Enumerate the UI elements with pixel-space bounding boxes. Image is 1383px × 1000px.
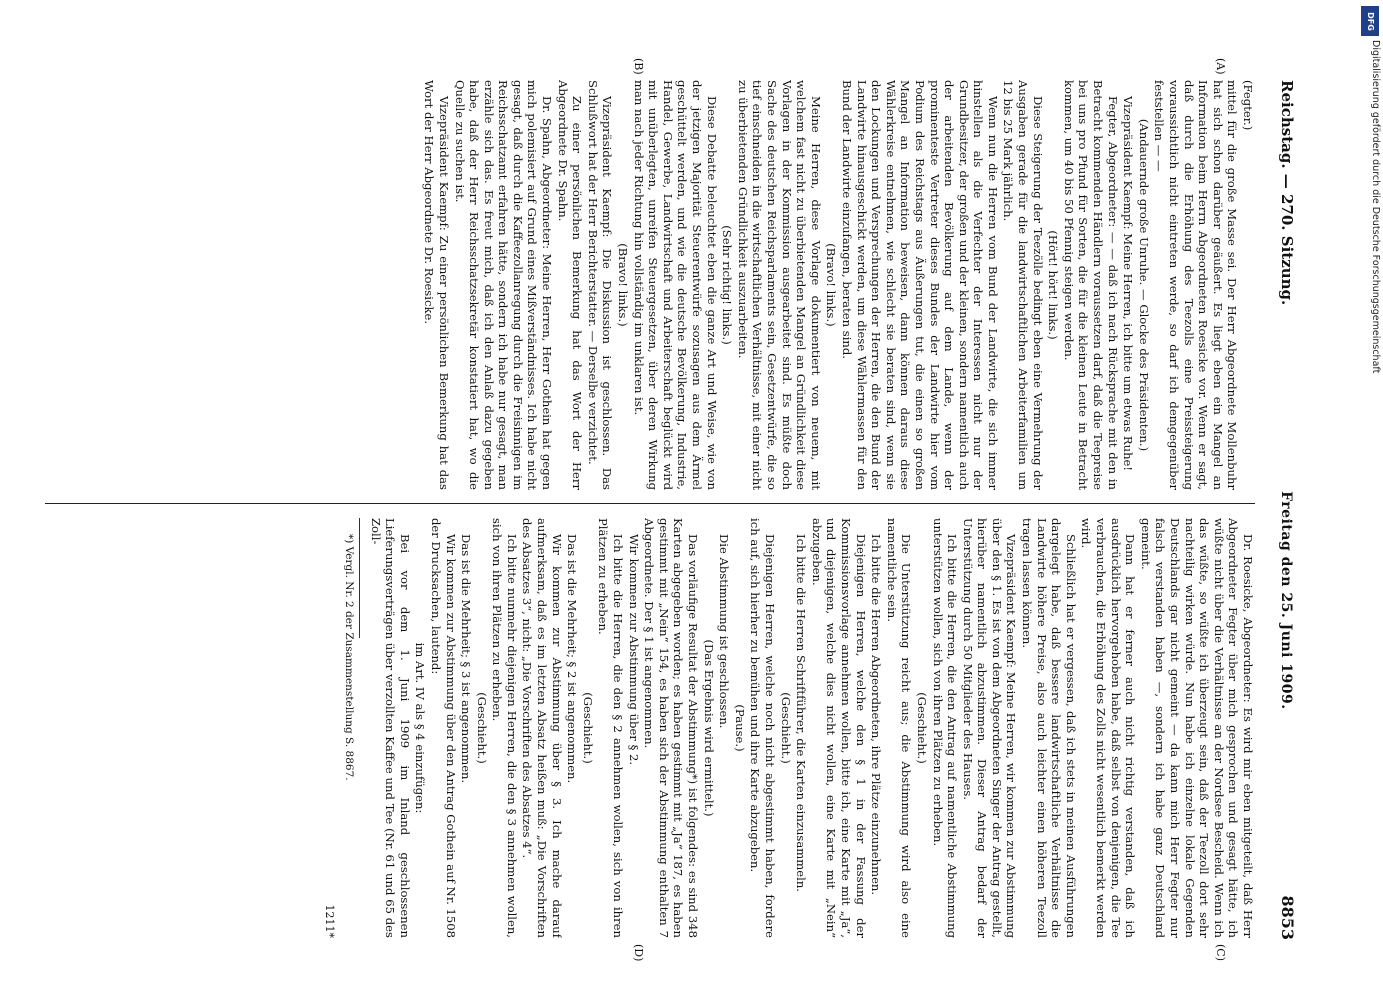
dfg-logo-text: DFG [1365,11,1375,31]
paragraph: Diejenigen Herren, welche den § 1 in der Fassung der Kommissionsvorlage annehmen wollen, bitte ich, eine Karte mit „Ja“, und diejenigen, welche dies nicht wollen, eine Karte mit „Nein“ abzugeben. [809,518,868,938]
paragraph: Schließlich hat er vergessen, daß ich stets in meinen Ausführungen dargelegt habe, daß bessere landwirtschaftliche Verhältnisse die Landwirte höhere Preise, also auch leichter einen höheren Teezoll tragen lassen können. [1020,518,1078,938]
paragraph: (Fegter.) [1241,80,1255,131]
paragraph: (Andauernde große Unruhe. — Glocke des Präsidenten.) [1136,118,1151,452]
left-column [45,80,1255,490]
paragraph: Ich bitte nunmehr diejenigen Herren, die den § 3 annehmen wollen, sich von ihren Plätzen zu erheben. [490,518,519,938]
paragraph: Ich bitte die Herren Schriftführer, die Karten einzusammeln. [794,534,809,892]
scanned-page [5,0,1325,1000]
paragraph: Die Abstimmung ist geschlossen. [717,534,732,729]
page-number: 8853 [1278,895,1297,940]
margin-mark-d: (D) [632,944,645,962]
paragraph: Das vorläufige Resultat der Abstimmung*) ist folgendes: es sind 348 Karten abgegeben worden; es haben gestimmt mit „Ja“ 187, es haben gestimmt mit „Nein“ 154, es haben sich der Abstimmung enthalten 7 Abgeordnete. Der § 1 ist angenommen. [642,518,701,938]
paragraph: (Sehr richtig! links.) [720,225,735,345]
paragraph: Das ist die Mehrheit; § 2 ist angenommen. [565,534,580,784]
right-column [45,518,1255,938]
header-date: Freitag den 25. Juni 1909. [1278,491,1294,710]
footnote: *) Vergl. Nr. 2 der Zusammenstellung S. 8867. [342,534,355,781]
paragraph: Vizepräsident Kaempf: Die Diskussion ist geschlossen. Das Schlußwort hat der Herr Berichterstatter. — Derselbe verzichtet. [585,80,615,490]
paragraph: Meine Herren, diese Vorlage dokumentiert von neuem, mit welchem fast nicht zu überbietenden Mangel an Gründlichkeit diese Vorlagen in der Kommission ausgearbeitet sind. Es müßte doch Sache des deutschen Reichsparlaments sein, Gesetzentwürfe, die so tief einschneiden in die wirtschaftlichen Verhältnisse, mit einer nicht zu überbietenden Gründlichkeit auszuarbeiten. [735,80,823,490]
header-left: Reichstag. — 270. Sitzung. [1278,80,1296,306]
margin-mark-b: (B) [632,58,645,75]
paragraph: Wir kommen zur Abstimmung über den Antrag Gothein auf Nr. 1508 der Drucksachen, lautend: [428,518,458,938]
paragraph: Ich bitte die Herren, die den § 2 annehmen wollen, sich von ihren Plätzen zu erheben. [596,518,626,938]
paragraph: Wenn nun die Herren vom Bund der Landwirte, die sich immer hinstellen als die Verfechter der Interessen nicht nur der Grundbesitzer, der großen und der kleinen, sondern namentlich auch der arbeitenden Bevölkerung auf dem Lande, wenn der prominenteste Vertreter dieses Bundes der Landwirte hier vom Podium des Reichstags aus Äußerungen tut, die einen so großen Mangel an Information beweisen, dann können daraus diese Wählerkreise entnehmen, wie schlecht sie beraten sind, wenn sie den Lockungen und Versprechungen der Herren, die den Bund der Landwirte hinausgeschickt werden, um diese Wählermassen für den Bund der Landwirte einzufangen, beraten sind. [839,80,1000,490]
paragraph: (Bravo! links.) [616,243,631,327]
paragraph: (Das Ergebnis wird ermittelt.) [701,639,716,817]
credit-line: Digitalisierung gefördert durch die Deutsche Forschungsgemeinschaft [1370,40,1381,374]
signature-mark: 1211* [322,904,336,938]
paragraph: (Bravo! links.) [824,243,839,327]
paragraph: Vizepräsident Kaempf: Meine Herren, ich bitte um etwas Ruhe! [1121,96,1136,472]
footnote-rule [359,518,360,638]
paragraph: Vizepräsident Kaempf: Zu einer persönlichen Bemerkung hat das Wort der Herr Abgeordnete Dr. Roesicke. [422,80,451,490]
paragraph: (Pause.) [732,704,747,752]
paragraph: Vizepräsident Kaempf: Meine Herren, wir kommen zur Abstimmung über den § 1. Es ist von dem Abgeordneten Singer der Antrag gestellt, hierüber namentlich abzustimmen. Dieser Antrag bedarf der Unterstützung durch 50 Mitglieder des Hauses. [960,518,1019,938]
paragraph: Dr. Spahn, Abgeordneter: Meine Herren, Herr Gothein hat gegen mich polemisiert auf Grund eines Mißverständnisses. Ich habe nicht gesagt, daß durch die Kaffeezollanregung durch die Freisinnigen im Reichsschatzamt erfahren hätte, sondern ich habe nur gesagt, man erzähle sich das. Es freut mich, daß ich den Anlaß dazu gegeben habe, daß der Herr Reichsschatzsekretär konstatiert hat, wo die Quelle zu suchen ist. [452,80,555,490]
paragraph: (Geschieht.) [914,692,929,764]
paragraph: im Art. IV als § 4 einzufügen: [413,642,428,814]
paragraph: Diese Debatte beleuchtet eben die ganze Art und Weise, wie von der jetzigen Majorität Steuerentwürfe sozusagen aus dem Ärmel geschüttelt werden, und wie die deutsche Bevölkerung, Industrie, Handel, Gewerbe, Landwirtschaft und Arbeiterschaft beglückt wird mit unüberlegten, unreifen Steuergesetzen, über deren Wirkung man nach jeder Richtung hin vollständig im unklaren ist. [631,80,719,490]
paragraph: (Geschieht.) [778,692,793,764]
dfg-logo [1361,6,1379,36]
paragraph: Fegter, Abgeordneter: — — daß ich nach Rücksprache mit den in Betracht kommenden Händlern voraussetzen darf, daß die Teepreise bei uns pro Pfund für Sorten, die für die kleinen Leute in Betracht kommen, um 40 bis 50 Pfennig steigen werden. [1061,80,1120,490]
paragraph: Bei vor dem 1. Juni 1909 im Inland geschlossenen Lieferungsverträgen über verzollten Kaffee und Tee (Nr. 61 und 65 des Zoll- [368,518,412,938]
paragraph: Die Unterstützung reicht aus; die Abstimmung wird also eine namentliche sein. [884,518,914,938]
paragraph: mittel für die große Masse sei. Der Herr Abgeordnete Mollenbuhr hat sich schon darüber geäußert. Es liegt eben ein Mangel an Information beim Herrn Abgeordneten Roesicke vor. Wenn er sagt, daß durch die Erhöhung des Teezolls eine Preissteigerung voraussichtlich nicht eintreten werde, so darf ich demgegenüber feststellen — — [1152,80,1240,490]
paragraph: Dr. Roesicke, Abgeordneter: Es wird mir eben mitgeteilt, daß Herr Abgeordneter Fegter über mich gesprochen und gesagt hätte, ich wüßte nicht über die Verhältnisse an der Nordsee Bescheid. Wenn ich das wüßte, so wüßte ich überzeugt sein, daß der Teezoll dort sehr nachteilig wirken würde. Nun habe ich einzelne lokale Gegenden Deutschlands gar nicht gemeint — da kann mich Herr Fegter nur falsch verstanden haben —, sondern ich habe ganz Deutschland gemeint. [1138,518,1255,938]
credit-strip [1363,40,1383,840]
paragraph: Ich bitte die Herren, die den Antrag auf namentliche Abstimmung unterstützen wollen, sich von ihren Plätzen zu erheben. [930,518,960,938]
paragraph: Wir kommen zur Abstimmung über § 3. Ich mache darauf aufmerksam, daß es im letzten Absatz heißen muß: „Die Vorschriften des Absatzes 3“, nicht: „Die Vorschriften des Absatzes 4“. [520,518,564,938]
paragraph: Diese Steigerung der Teezölle bedingt eben eine Vermehrung der Ausgaben gerade für die landwirtschaftlichen Arbeiterfamilien um 12 bis 25 Mark jährlich. [1001,80,1045,490]
paragraph: Das ist die Mehrheit; § 3 ist angenommen. [459,534,474,784]
column-divider [45,503,1255,504]
paragraph: Wir kommen zur Abstimmung über § 2. [626,534,641,766]
page-header [1269,80,1297,940]
paragraph: Zu einer persönlichen Bemerkung hat das Wort der Herr Abgeordnete Dr. Spahn. [555,80,585,490]
paragraph: Ich bitte die Herren Abgeordneten, ihre Plätze einzunehmen. [869,534,884,896]
margin-mark-c: (C) [1214,944,1227,961]
margin-mark-a: (A) [1214,58,1227,75]
paragraph: (Geschieht.) [580,692,595,764]
paragraph: (Hört! hört! links.) [1046,230,1061,340]
paragraph: (Geschieht.) [474,692,489,764]
paragraph: Diejenigen Herren, welche noch nicht abgestimmt haben, fordere ich auf, sich hierher zu bemühen und ihre Karte abzugeben. [748,518,777,938]
paragraph: Dann hat er ferner auch nicht richtig verstanden, daß ich ausdrücklich hervorgehoben habe, daß selbst von denjenigen, die Tee verbrauchen, die Erhöhung des Zolls nicht wesentlich bemerkt werden wird. [1079,518,1138,938]
